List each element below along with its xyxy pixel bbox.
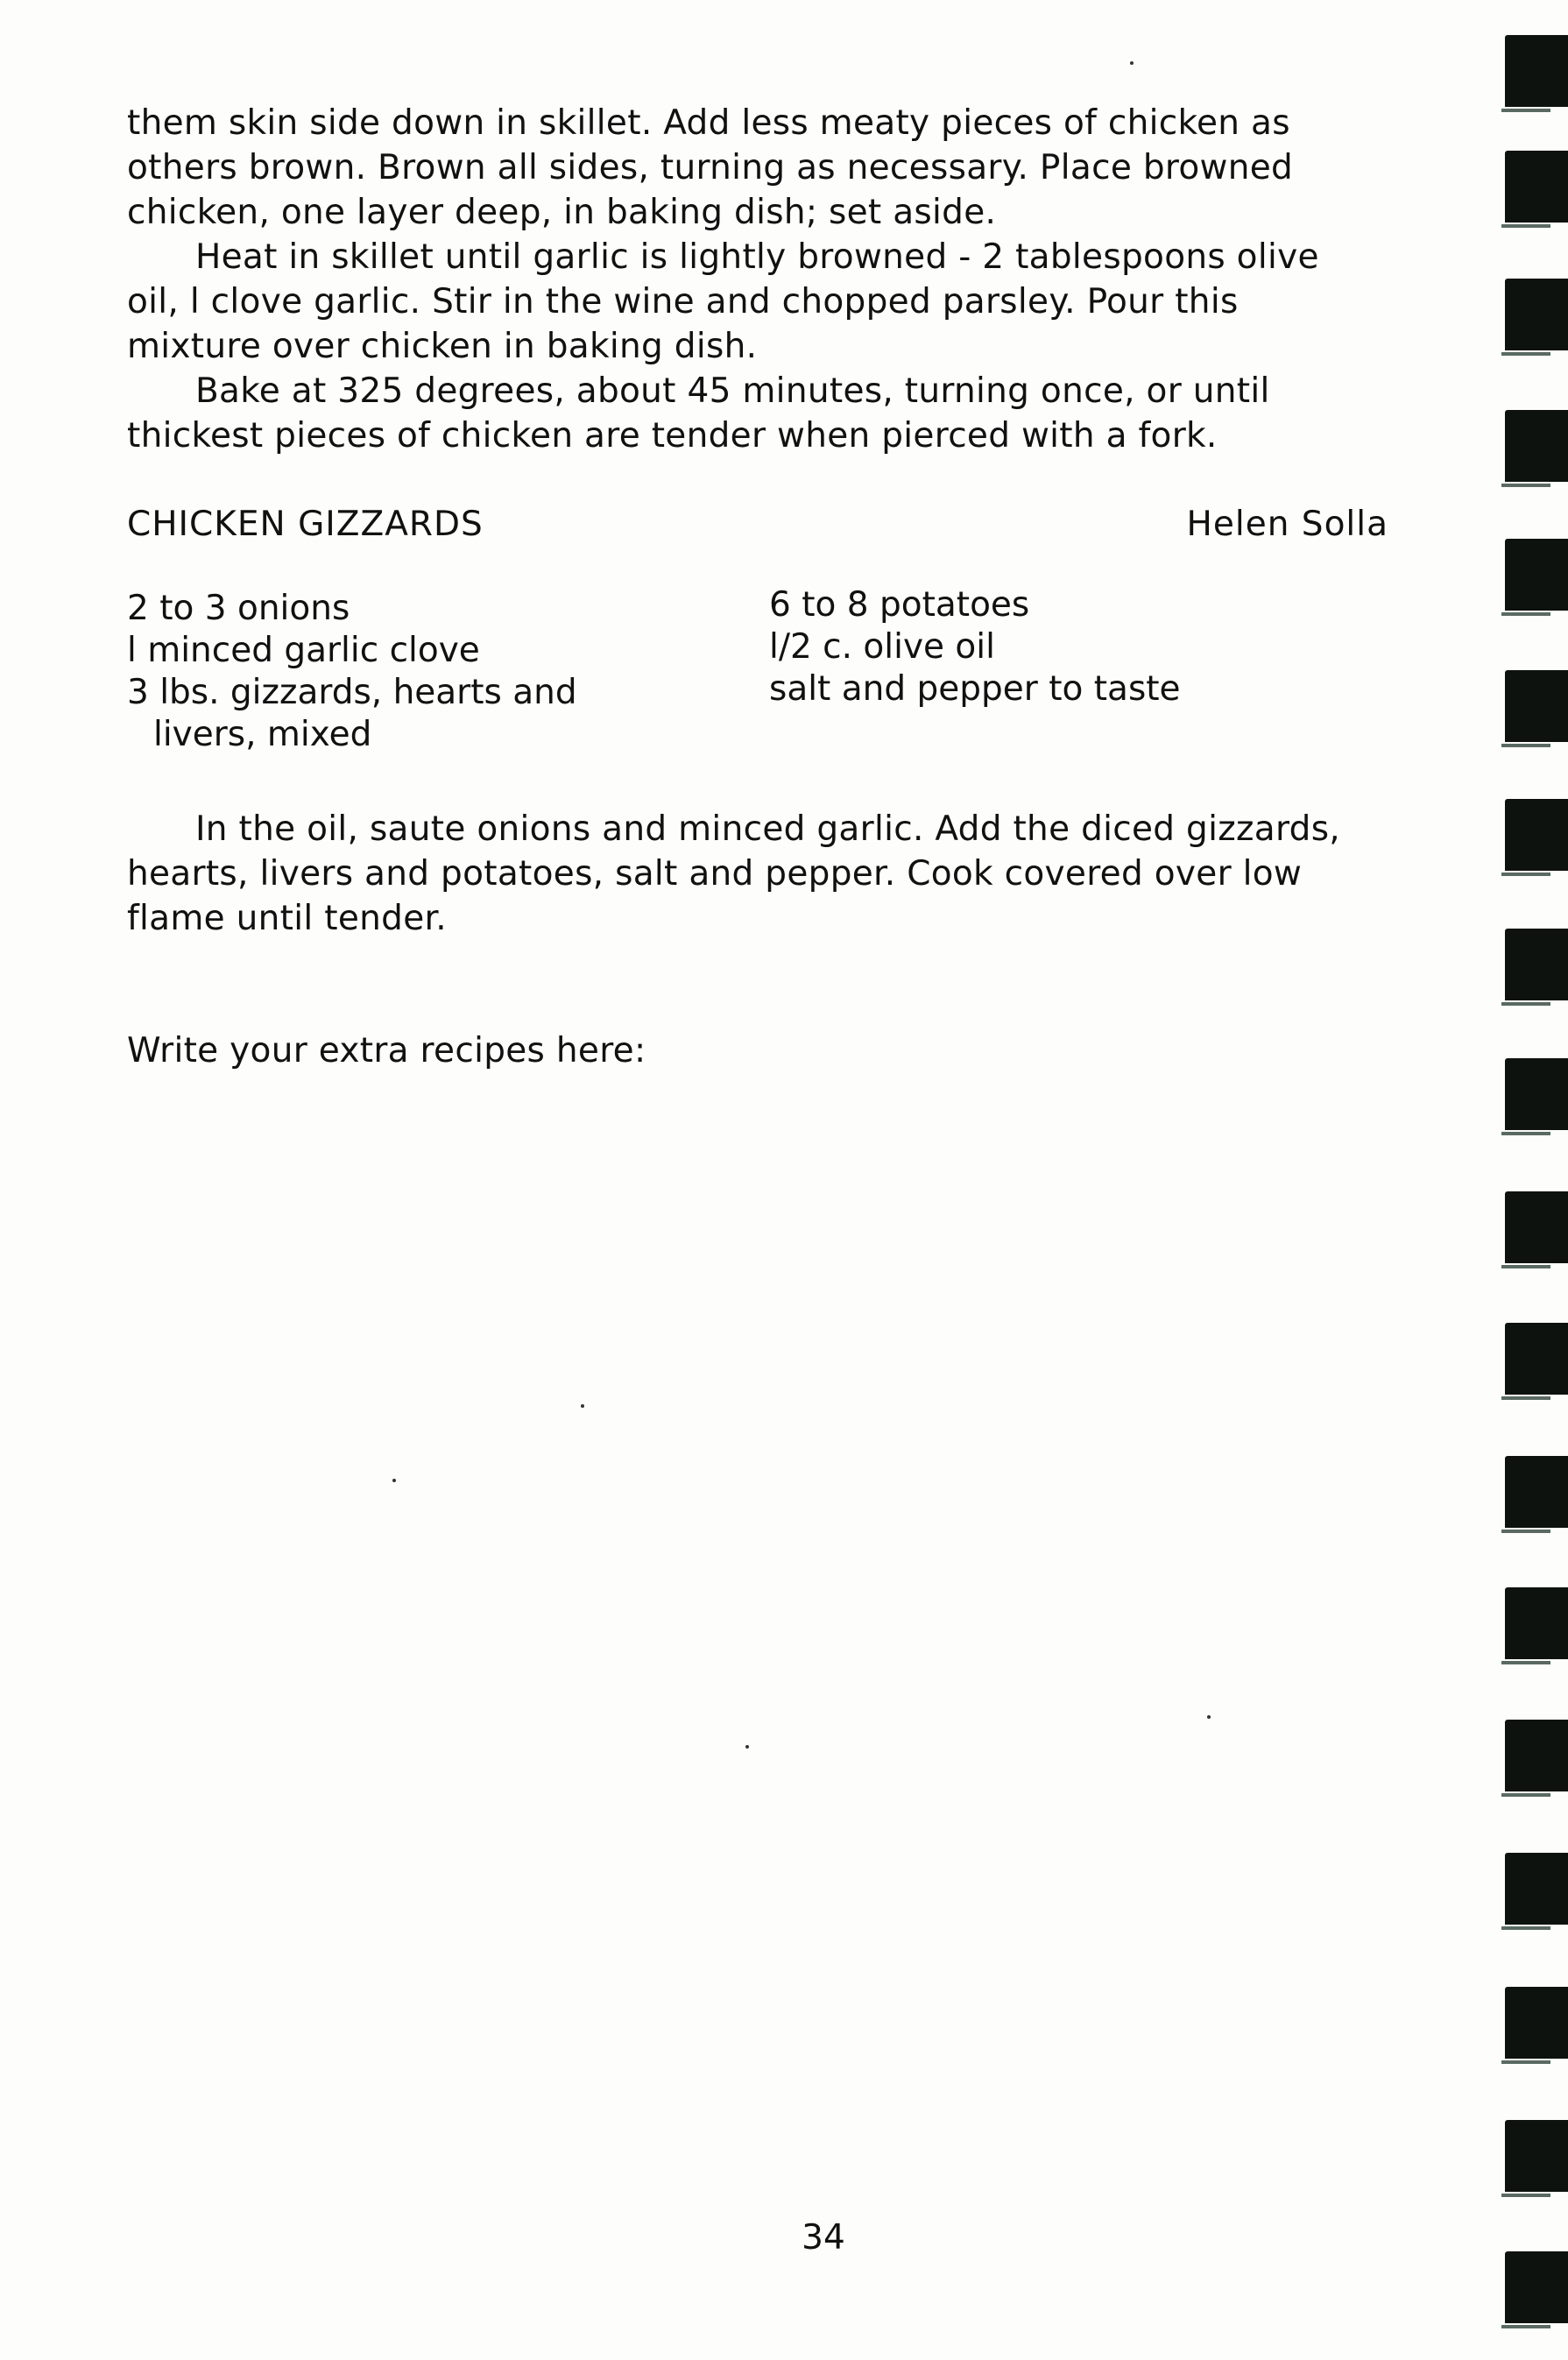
speck bbox=[581, 1404, 584, 1408]
text-line: Heat in skillet until garlic is lightly browned - 2 tablespoons olive bbox=[195, 237, 1319, 277]
binding-tab bbox=[1505, 2120, 1568, 2192]
previous-recipe-continuation bbox=[127, 101, 1467, 458]
text-line: thickest pieces of chicken are tender when pierced with a fork. bbox=[127, 416, 1218, 456]
speck bbox=[745, 1745, 749, 1749]
text-line: chicken, one layer deep, in baking dish; set aside. bbox=[127, 193, 997, 232]
text-line: flame until tender. bbox=[127, 899, 447, 938]
ingredients-right-column bbox=[769, 584, 1382, 710]
binding-tab bbox=[1505, 1323, 1568, 1395]
binding-tab bbox=[1505, 1987, 1568, 2059]
binding-tab bbox=[1505, 670, 1568, 742]
speck bbox=[392, 1479, 396, 1482]
recipe-directions bbox=[127, 807, 1467, 941]
binding-tab bbox=[1505, 1853, 1568, 1925]
recipe-author: Helen Solla bbox=[1186, 505, 1388, 544]
ingredient-item: 2 to 3 onions bbox=[127, 589, 350, 628]
ingredient-item: 6 to 8 potatoes bbox=[769, 585, 1030, 625]
binding-tab bbox=[1505, 1058, 1568, 1130]
text-line: In the oil, saute onions and minced garlic. Add the diced gizzards, bbox=[195, 809, 1341, 849]
page-number: 34 bbox=[802, 2218, 845, 2258]
ingredient-item: l/2 c. olive oil bbox=[769, 627, 995, 667]
speck bbox=[1207, 1715, 1211, 1719]
speck bbox=[1130, 61, 1134, 65]
text-line: hearts, livers and potatoes, salt and pepper. Cook covered over low bbox=[127, 854, 1303, 894]
binding-tab bbox=[1505, 410, 1568, 482]
extra-recipes-prompt: Write your extra recipes here: bbox=[127, 1031, 646, 1070]
text-line: Bake at 325 degrees, about 45 minutes, turning once, or until bbox=[195, 371, 1270, 411]
text-line: oil, l clove garlic. Stir in the wine and chopped parsley. Pour this bbox=[127, 282, 1239, 321]
recipe-title: CHICKEN GIZZARDS bbox=[127, 505, 484, 544]
binding-tab bbox=[1505, 2251, 1568, 2323]
ingredient-item: salt and pepper to taste bbox=[769, 669, 1181, 709]
binding-tab bbox=[1505, 35, 1568, 107]
binding-tab bbox=[1505, 279, 1568, 350]
binding-tab bbox=[1505, 539, 1568, 611]
binding-tab bbox=[1505, 799, 1568, 871]
ingredient-item: livers, mixed bbox=[153, 715, 372, 754]
ingredient-item: l minced garlic clove bbox=[127, 631, 480, 670]
binding-tab bbox=[1505, 1587, 1568, 1659]
text-line: mixture over chicken in baking dish. bbox=[127, 327, 758, 366]
binding-tab bbox=[1505, 929, 1568, 1000]
binding-tab bbox=[1505, 1456, 1568, 1528]
ingredients-left-column bbox=[127, 588, 740, 756]
binding-tab bbox=[1505, 1191, 1568, 1263]
spiral-binding bbox=[1496, 0, 1568, 2360]
binding-tab bbox=[1505, 1720, 1568, 1791]
ingredient-item: 3 lbs. gizzards, hearts and bbox=[127, 673, 577, 712]
text-line: others brown. Brown all sides, turning as necessary. Place browned bbox=[127, 148, 1294, 187]
binding-tab bbox=[1505, 151, 1568, 223]
text-line: them skin side down in skillet. Add less meaty pieces of chicken as bbox=[127, 103, 1290, 143]
